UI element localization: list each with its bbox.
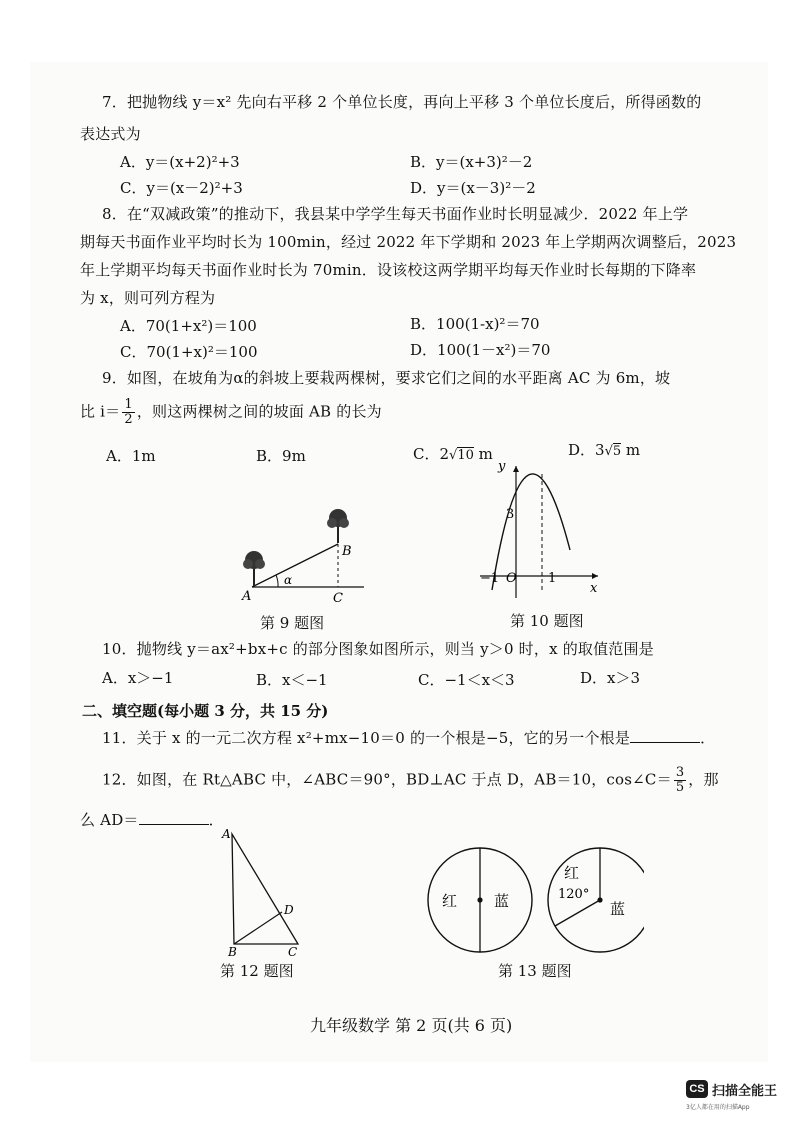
q7-option-b: B．y＝(x+3)²－2 [410, 153, 533, 171]
camscanner-logo [686, 1078, 784, 1118]
label-a: A [222, 827, 231, 841]
q8-option-c: C．70(1+x)²＝100 [120, 343, 258, 361]
q7-option-c: C．y＝(x－2)²+3 [120, 179, 243, 197]
figure-13-caption: 第 13 题图 [498, 962, 572, 980]
figure-10-caption: 第 10 题图 [510, 612, 584, 630]
label-o: O [506, 571, 517, 586]
label-b: B [342, 544, 352, 559]
slope-line [252, 544, 338, 587]
label-y: y [498, 460, 506, 474]
label-x: x [590, 581, 598, 596]
q8-option-a: A．70(1+x²)＝100 [120, 317, 257, 335]
logo-tagline: 3亿人都在用的扫描App [686, 1104, 750, 1111]
label-3: 3 [506, 507, 515, 522]
cs-badge-icon: CS [686, 1080, 708, 1098]
label-neg1: −1 [480, 571, 500, 586]
q9-option-b: B．9m [256, 447, 306, 465]
q10-line1: 10．抛物线 y＝ax²+bx+c 的部分图象如图所示，则当 y＞0 时，x 的取值范围是 [102, 640, 654, 658]
q9-line1: 9．如图，在坡角为α的斜坡上要栽两棵树，要求它们之间的水平距离 AC 为 6m，坡 [102, 369, 671, 387]
spinner-left-blue: 蓝 [494, 892, 510, 910]
spinner-right-red: 红 [564, 864, 580, 882]
spinner-right-angle: 120° [558, 887, 590, 902]
y-axis-arrow-icon [513, 466, 519, 472]
label-a: A [242, 589, 252, 604]
figure-12-caption: 第 12 题图 [220, 962, 294, 980]
logo-name: 扫描全能王 [712, 1084, 778, 1099]
label-c: C [288, 945, 298, 958]
q8-option-d: D．100(1－x²)＝70 [410, 341, 551, 359]
spinner-right [548, 848, 644, 952]
q11-line1: 11．关于 x 的一元二次方程 x²+mx−10＝0 的一个根是−5，它的另一个根是 ． [102, 729, 716, 747]
q12-line2: 么 AD＝ ． [80, 811, 224, 829]
triangle-abc [232, 834, 298, 944]
q8-line1: 8．在“双减政策”的推动下，我县某中学学生每天书面作业时长明显减少．2022 年上学 [102, 205, 689, 223]
page-footer: 九年级数学 第 2 页(共 6 页) [310, 1016, 513, 1035]
figure-9-caption: 第 9 题图 [260, 614, 325, 632]
q10-option-c: C．−1＜x＜3 [418, 671, 515, 689]
q7-option-a: A．y＝(x+2)²+3 [120, 153, 240, 171]
q8-line2: 期每天书面作业平均时长为 100min，经过 2022 年下学期和 2023 年上学期两次调整后，2023 [80, 233, 737, 251]
slope-ratio-fraction: $\frac{1}{2}$ [124, 397, 133, 427]
label-1: 1 [548, 571, 557, 586]
label-c: C [333, 591, 343, 606]
q8-option-b: B．100(1-x)²＝70 [410, 315, 540, 333]
q12-answer-blank[interactable] [139, 810, 209, 825]
spinner-left-red: 红 [442, 892, 458, 910]
q7-option-d: D．y＝(x－3)²－2 [410, 179, 536, 197]
figure-13-spinners [424, 836, 644, 960]
label-b: B [228, 945, 237, 958]
x-axis-arrow-icon [592, 573, 598, 579]
figure-9-slope [232, 500, 392, 610]
figure-12-triangle [220, 826, 310, 958]
q10-option-d: D．x＞3 [580, 669, 641, 687]
angle-arc [276, 575, 278, 587]
q9-line2: 比 i＝ $\frac{1}{2}$ ，则这两棵树之间的坡面 AB 的长为 [80, 397, 382, 427]
tree-right-icon [327, 509, 349, 543]
cos-fraction: $\frac{3}{5}$ [675, 765, 685, 795]
q11-answer-blank[interactable] [630, 728, 700, 743]
q7-line2: 表达式为 [80, 125, 141, 143]
figure-10-parabola [470, 460, 610, 610]
label-d: D [284, 903, 294, 917]
q9-option-a: A．1m [106, 447, 156, 465]
parabola-curve [492, 474, 570, 590]
spinner-left [428, 848, 532, 952]
section-2-heading: 二、填空题(每小题 3 分，共 15 分) [82, 702, 329, 720]
q10-option-b: B．x＜−1 [256, 671, 328, 689]
q9-option-c: C．2√10 m [413, 445, 493, 463]
label-alpha: α [284, 573, 293, 587]
q10-option-a: A．x＞−1 [102, 669, 174, 687]
spinner-right-blue: 蓝 [610, 900, 626, 918]
q9-option-d: D．3√5 m [568, 441, 641, 459]
q12-line1: 12．如图，在 Rt△ABC 中，∠ABC＝90°，BD⊥AC 于点 D，AB＝10，cos∠C＝ $\frac{3}{5}$ ，那 [102, 765, 719, 795]
q8-line4: 为 x，则可列方程为 [80, 289, 216, 307]
q7-line1: 7．把抛物线 y＝x² 先向右平移 2 个单位长度，再向上平移 3 个单位长度后，所得函数的 [102, 93, 702, 111]
q8-line3: 年上学期平均每天书面作业时长为 70min．设该校这两学期平均每天作业时长每期的下降率 [80, 261, 697, 279]
segment-bd [234, 912, 282, 944]
tree-left-icon [243, 551, 265, 586]
